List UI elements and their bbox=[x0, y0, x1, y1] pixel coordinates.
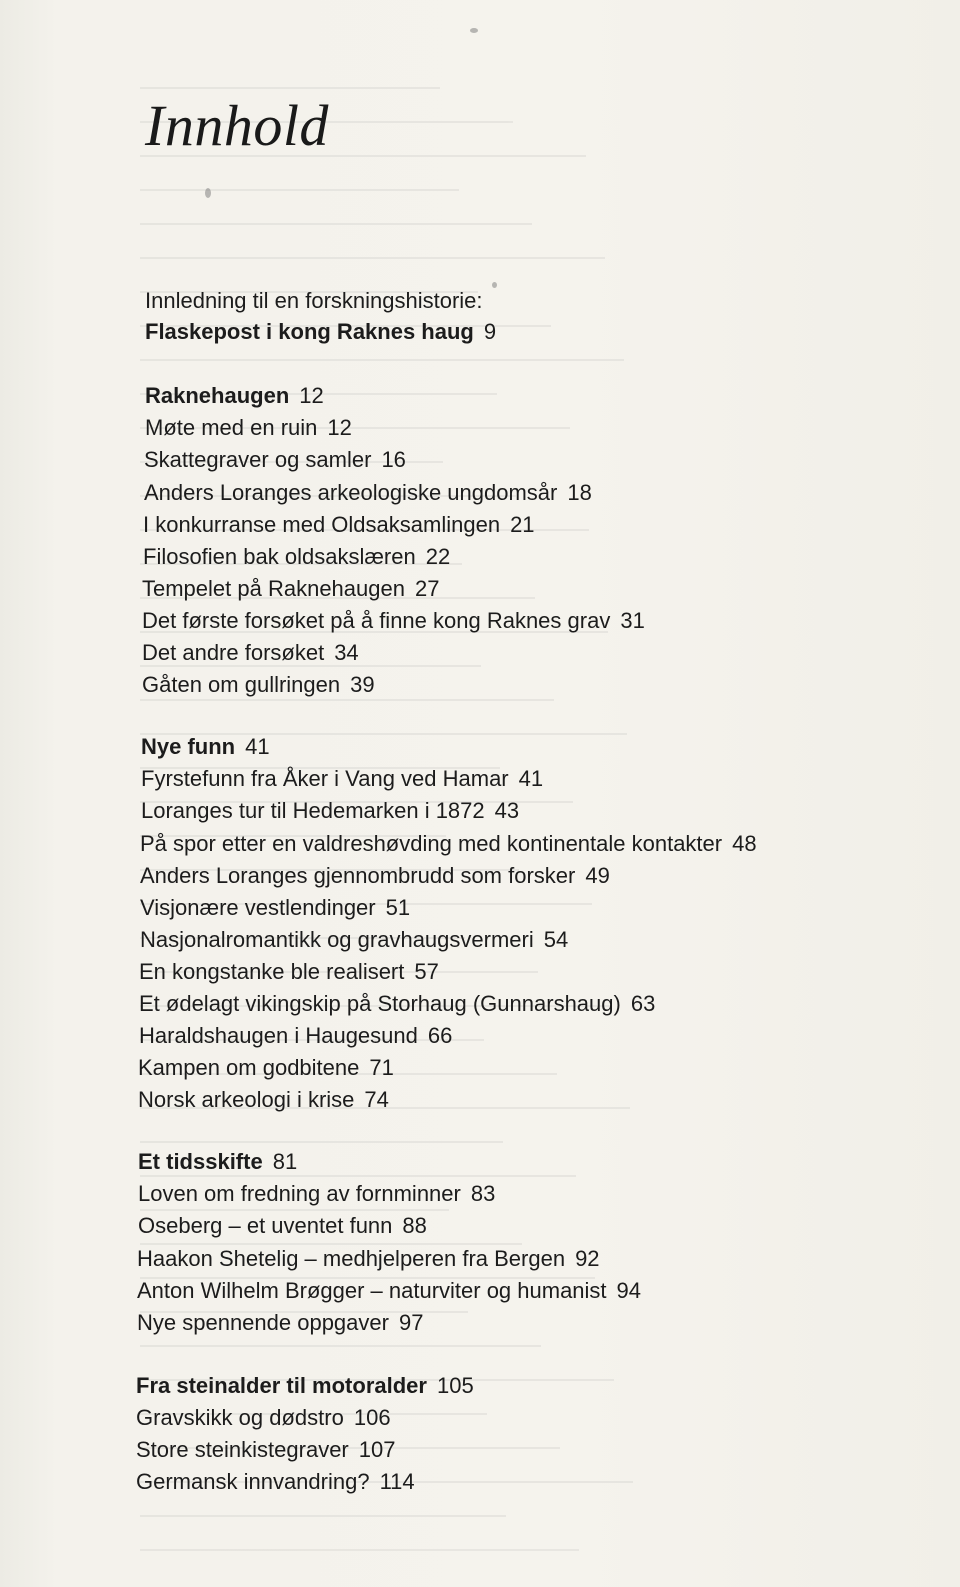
toc-page-number: 106 bbox=[353, 1405, 391, 1430]
toc-entry-title: Visjonære vestlendinger bbox=[140, 895, 376, 920]
toc-entry bbox=[141, 768, 543, 790]
toc-page-number: 57 bbox=[414, 959, 439, 984]
toc-entry-title: En kongstanke ble realisert bbox=[139, 959, 405, 984]
toc-entry bbox=[136, 1471, 415, 1493]
toc-page-number: 41 bbox=[245, 734, 270, 759]
toc-entry bbox=[140, 897, 410, 919]
toc-entry-title: Nye funn bbox=[141, 734, 236, 759]
toc-page-number: 48 bbox=[732, 831, 757, 856]
toc-entry-title: Et ødelagt vikingskip på Storhaug (Gunnarshaug) bbox=[139, 991, 621, 1016]
toc-entry-title: Anders Loranges arkeologiske ungdomsår bbox=[144, 480, 558, 505]
toc-page-number: 22 bbox=[425, 544, 451, 569]
toc-entry bbox=[140, 833, 757, 855]
toc-page-number: 74 bbox=[364, 1087, 389, 1112]
toc-entry-title: Loven om fredning av fornminner bbox=[138, 1181, 461, 1206]
toc-page-number: 114 bbox=[379, 1469, 415, 1494]
toc-entry bbox=[137, 1280, 641, 1302]
toc-entry-title: På spor etter en valdreshøvding med kontinentale kontakter bbox=[140, 831, 723, 856]
toc-entry bbox=[143, 546, 450, 568]
toc-page-number: 39 bbox=[350, 672, 375, 697]
toc-entry-title: Fyrstefunn fra Åker i Vang ved Hamar bbox=[141, 766, 509, 791]
toc-entry bbox=[138, 1089, 389, 1111]
toc-entry-title: Innledning til en forskningshistorie: bbox=[145, 288, 483, 313]
toc-entry bbox=[139, 961, 439, 983]
toc-entry bbox=[137, 1248, 600, 1270]
toc-entry-title: Germansk innvandring? bbox=[136, 1469, 370, 1494]
toc-entry-title: Det andre forsøket bbox=[142, 640, 325, 665]
toc-entry-title: Norsk arkeologi i krise bbox=[138, 1087, 355, 1112]
toc-page-number: 34 bbox=[334, 640, 359, 665]
toc-page-number: 12 bbox=[327, 415, 352, 440]
toc-entry bbox=[139, 1025, 452, 1047]
toc-section-heading bbox=[145, 385, 324, 407]
toc-page-number: 71 bbox=[369, 1055, 394, 1080]
toc-section-heading bbox=[141, 736, 270, 758]
show-through-line bbox=[140, 1109, 503, 1143]
toc-section-heading bbox=[136, 1375, 474, 1397]
toc-page-number: 31 bbox=[620, 608, 645, 633]
toc-entry bbox=[142, 578, 439, 600]
paper-speck bbox=[205, 188, 211, 198]
toc-section-heading bbox=[145, 321, 496, 343]
show-through-line bbox=[140, 157, 459, 191]
toc-page-number: 81 bbox=[272, 1149, 298, 1174]
toc-entry bbox=[143, 514, 535, 536]
toc-entry-title: Det første forsøket på å finne kong Raknes grav bbox=[142, 608, 611, 633]
toc-page-number: 16 bbox=[381, 447, 406, 472]
toc-entry bbox=[142, 674, 375, 696]
toc-entry-title: I konkurranse med Oldsaksamlingen bbox=[143, 512, 501, 537]
toc-page-number: 54 bbox=[543, 927, 569, 952]
toc-entry bbox=[140, 929, 568, 951]
toc-entry bbox=[138, 1057, 394, 1079]
page-title: Innhold bbox=[145, 92, 329, 158]
toc-section-heading bbox=[138, 1151, 297, 1173]
toc-page-number: 12 bbox=[299, 383, 324, 408]
toc-page-number: 43 bbox=[494, 798, 520, 823]
toc-entry bbox=[142, 642, 359, 664]
toc-entry-title: Flaskepost i kong Raknes haug bbox=[145, 319, 474, 344]
toc-entry-title: Filosofien bak oldsakslæren bbox=[143, 544, 416, 569]
toc-page-number: 94 bbox=[616, 1278, 642, 1303]
toc-entry-title: Haakon Shetelig – medhjelperen fra Bergen bbox=[137, 1246, 566, 1271]
toc-page-number: 97 bbox=[398, 1310, 424, 1335]
toc-entry-title: Raknehaugen bbox=[145, 383, 290, 408]
toc-entry-title: Fra steinalder til motoralder bbox=[136, 1373, 427, 1398]
show-through-line bbox=[140, 701, 627, 735]
toc-entry bbox=[138, 1183, 495, 1205]
toc-page-number: 49 bbox=[585, 863, 610, 888]
toc-page-number: 66 bbox=[427, 1023, 453, 1048]
toc-entry bbox=[139, 993, 655, 1015]
toc-page-number: 27 bbox=[414, 576, 440, 601]
toc-entry-title: Store steinkistegraver bbox=[136, 1437, 349, 1462]
show-through-line bbox=[140, 225, 605, 259]
toc-entry-title: Nye spennende oppgaver bbox=[137, 1310, 389, 1335]
toc-entry-title: Gravskikk og dødstro bbox=[136, 1405, 344, 1430]
toc-entry bbox=[142, 610, 645, 632]
toc-entry-title: Møte med en ruin bbox=[145, 415, 318, 440]
show-through-line bbox=[140, 55, 440, 89]
toc-entry-title: Skattegraver og samler bbox=[144, 447, 372, 472]
toc-entry-title: Oseberg – et uventet funn bbox=[138, 1213, 393, 1238]
toc-entry bbox=[144, 482, 592, 504]
toc-page-number: 107 bbox=[358, 1437, 396, 1462]
toc-entry bbox=[136, 1439, 395, 1461]
toc-page-number: 41 bbox=[518, 766, 544, 791]
toc-page-number: 9 bbox=[483, 319, 497, 344]
toc-entry-title: Anton Wilhelm Brøgger – naturviter og humanist bbox=[137, 1278, 607, 1303]
paper-speck bbox=[470, 28, 478, 33]
toc-page-number: 83 bbox=[470, 1181, 496, 1206]
toc-entry bbox=[137, 1312, 423, 1334]
toc-page-number: 51 bbox=[385, 895, 411, 920]
toc-entry-title: Kampen om godbitene bbox=[138, 1055, 360, 1080]
toc-page-number: 88 bbox=[402, 1213, 427, 1238]
toc-entry bbox=[136, 1407, 391, 1429]
toc-page-number: 18 bbox=[567, 480, 592, 505]
toc-entry bbox=[141, 800, 519, 822]
toc-entry bbox=[145, 417, 352, 439]
toc-page-number: 63 bbox=[630, 991, 656, 1016]
toc-entry-title: Haraldshaugen i Haugesund bbox=[139, 1023, 418, 1048]
toc-entry bbox=[144, 449, 406, 471]
paper-speck bbox=[492, 282, 497, 288]
toc-page-number: 21 bbox=[510, 512, 535, 537]
toc-entry bbox=[140, 865, 610, 887]
toc-entry-title: Tempelet på Raknehaugen bbox=[142, 576, 405, 601]
toc-entry-title: Gåten om gullringen bbox=[142, 672, 341, 697]
toc-page-number: 92 bbox=[575, 1246, 600, 1271]
toc-entry bbox=[138, 1215, 427, 1237]
toc-page-number: 105 bbox=[436, 1373, 474, 1398]
toc-entry-title: Loranges tur til Hedemarken i 1872 bbox=[141, 798, 485, 823]
show-through-line bbox=[140, 191, 532, 225]
toc-entry-title: Anders Loranges gjennombrudd som forsker bbox=[140, 863, 576, 888]
show-through-line bbox=[140, 1517, 579, 1551]
toc-entry bbox=[145, 290, 483, 312]
toc-entry-title: Et tidsskifte bbox=[138, 1149, 263, 1174]
toc-entry-title: Nasjonalromantikk og gravhaugsvermeri bbox=[140, 927, 534, 952]
